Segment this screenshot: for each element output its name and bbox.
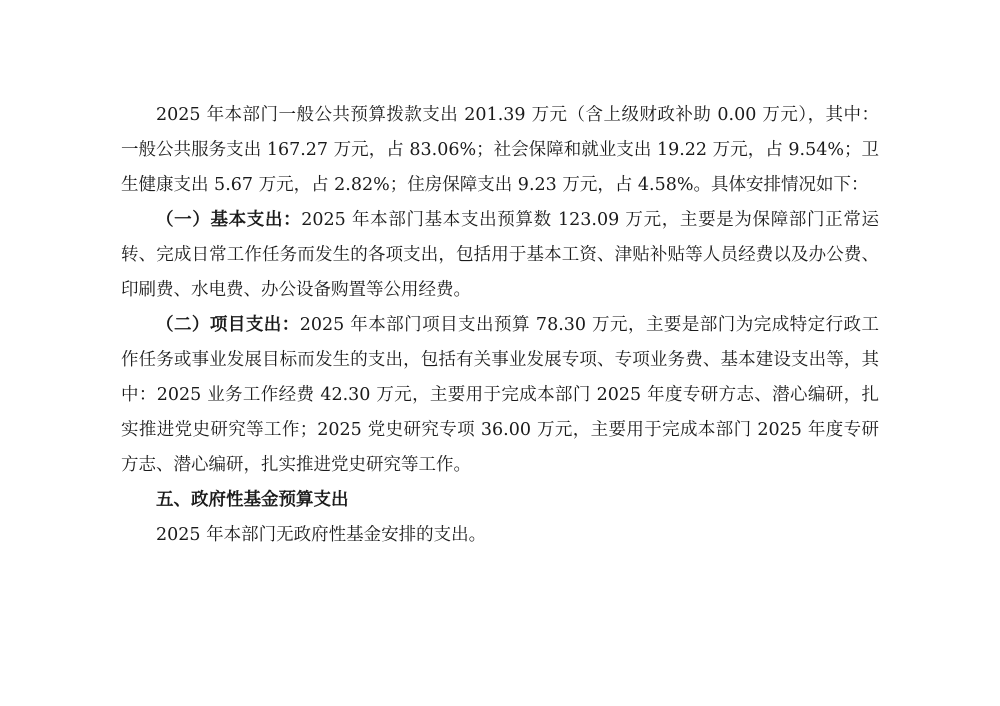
basic-expenditure-label: （一）基本支出： — [156, 210, 302, 230]
fund-budget-paragraph: 2025 年本部门无政府性基金安排的支出。 — [156, 525, 487, 545]
intro-paragraph: 2025 年本部门一般公共预算拨款支出 201.39 万元（含上级财政补助 0.00 万元），其中：一般公共服务支出 167.27 万元，占 83.06%；社会保障和就业支出 19.22 万元，占 9.54%；卫生健康支出 5.67 万元，占 2.82%；住房保障支出 9.23 万元，占 4.58%。具体安排情况如下： — [121, 105, 879, 195]
project-expenditure-paragraph — [121, 308, 879, 483]
project-expenditure-text: 2025 年本部门项目支出预算 78.30 万元，主要是部门为完成特定行政工作任务或事业发展目标而发生的支出，包括有关事业发展专项、专项业务费、基本建设支出等，其中：2025 业务工作经费 42.30 万元，主要用于完成本部门 2025 年度专研方志、潜心编研，扎实推进党史研究等工作；2025 党史研究专项 36.00 万元，主要用于完成本部门 2025 年度专研方志、潜心编研，扎实推进党史研究等工作。 — [121, 315, 880, 475]
document-body — [121, 98, 879, 553]
project-expenditure-label: （二）项目支出： — [156, 315, 300, 335]
section-heading-fund-budget: 五、政府性基金预算支出 — [156, 490, 349, 510]
basic-expenditure-text: 2025 年本部门基本支出预算数 123.09 万元，主要是为保障部门正常运转、完成日常工作任务而发生的各项支出，包括用于基本工资、津贴补贴等人员经费以及办公费、印刷费、水电费、办公设备购置等公用经费。 — [121, 210, 879, 300]
basic-expenditure-paragraph — [121, 203, 879, 308]
